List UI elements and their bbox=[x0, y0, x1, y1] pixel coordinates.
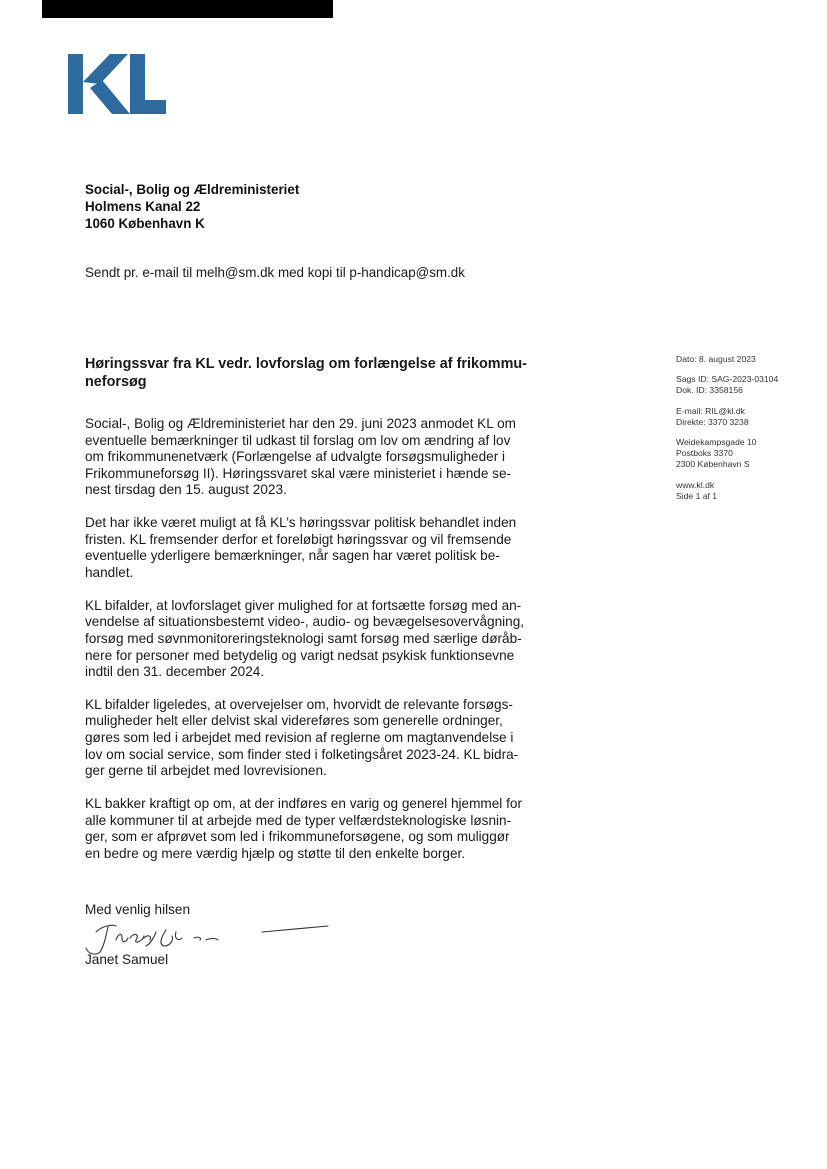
meta-case-id: Sags ID: SAG-2023-03104 bbox=[676, 374, 779, 385]
letter-body bbox=[85, 416, 565, 879]
meta-address-line: Weidekampsgade 10 bbox=[676, 437, 757, 448]
meta-direct-phone: Direkte: 3370 3238 bbox=[676, 416, 749, 427]
meta-email: E-mail: RIL@kl.dk bbox=[676, 405, 745, 416]
body-line: om frikommunenetværk (Forlængelse af udvalgte forsøgsmuligheder i bbox=[85, 449, 506, 465]
body-line: nere for personer med betydelig og varigt nedsat psykisk funktionsevne bbox=[85, 647, 515, 663]
subject-line: Høringssvar fra KL vedr. lovforslag om forlængelse af frikommu- bbox=[85, 356, 527, 372]
recipient-address bbox=[85, 181, 299, 232]
body-line: Frikommuneforsøg II). Høringssvaret skal være ministeriet i hænde se- bbox=[85, 465, 512, 481]
recipient-line: Holmens Kanal 22 bbox=[85, 199, 201, 214]
meta-doc-id: Dok. ID: 3358156 bbox=[676, 385, 743, 396]
signer-name: Janet Samuel bbox=[85, 952, 169, 967]
body-paragraph bbox=[85, 515, 565, 581]
body-line: Social-, Bolig og Ældreministeriet har den 29. juni 2023 anmodet KL om bbox=[85, 416, 516, 431]
body-line: KL bifalder ligeledes, at overvejelser om, hvorvidt de relevante forsøgs- bbox=[85, 696, 513, 712]
body-line: lov om social service, som finder sted i folketingsåret 2023-24. KL bidra- bbox=[85, 746, 519, 762]
meta-website: www.kl.dk bbox=[676, 479, 715, 490]
body-line: gøres som led i arbejdet med revision af reglerne om magtanvendelse i bbox=[85, 730, 514, 746]
recipient-line: Social-, Bolig og Ældreministeriet bbox=[85, 182, 300, 197]
closing-phrase: Med venlig hilsen bbox=[85, 902, 191, 917]
meta-page-number: Side 1 af 1 bbox=[676, 490, 718, 501]
meta-date: Dato: 8. august 2023 bbox=[676, 354, 756, 364]
body-paragraph bbox=[85, 697, 565, 780]
body-line: indtil den 31. december 2024. bbox=[85, 664, 265, 680]
body-line: ger gerne til arbejdet med lovrevisionen. bbox=[85, 763, 327, 779]
body-line: alle kommuner til at arbejde med de typer velfærdsteknologiske løsnin- bbox=[85, 812, 512, 828]
body-line: fristen. KL fremsender derfor et foreløbigt høringssvar og vil fremsende bbox=[85, 531, 512, 547]
body-line: handlet. bbox=[85, 564, 134, 580]
body-line: KL bifalder, at lovforslaget giver mulighed for at fortsætte forsøg med an- bbox=[85, 597, 522, 613]
body-line: KL bakker kraftigt op om, at der indføres en varig og generel hjemmel for bbox=[85, 796, 522, 812]
body-line: eventuelle bemærkninger til udkast til forslag om lov om ændring af lov bbox=[85, 432, 511, 448]
subject-line: neforsøg bbox=[85, 373, 147, 390]
body-line: Det har ikke været muligt at få KL’s høringssvar politisk behandlet inden bbox=[85, 515, 517, 531]
body-paragraph bbox=[85, 416, 565, 499]
document-metadata bbox=[676, 354, 778, 502]
body-paragraph bbox=[85, 796, 565, 862]
meta-address-line: 2300 København S bbox=[676, 459, 750, 470]
body-line: eventuelle yderligere bemærkninger, når sagen har været politisk be- bbox=[85, 548, 500, 564]
body-line: forsøg med søvnmonitoreringsteknologi samt forsøg med særlige døråb- bbox=[85, 630, 522, 646]
body-line: vendelse af situationsbestemt video-, audio- og bevægelsesovervågning, bbox=[85, 614, 525, 630]
body-line: nest tirsdag den 15. august 2023. bbox=[85, 482, 287, 498]
redaction-bar bbox=[42, 0, 333, 18]
subject-heading bbox=[85, 356, 565, 391]
meta-address-line: Postboks 3370 bbox=[676, 448, 733, 459]
kl-logo bbox=[68, 54, 168, 116]
recipient-line: 1060 København K bbox=[85, 216, 205, 231]
body-line: muligheder helt eller delvist skal videreføres som generelle ordninger, bbox=[85, 713, 503, 729]
body-line: en bedre og mere værdig hjælp og støtte til den enkelte borger. bbox=[85, 845, 466, 861]
sent-by-email-line: Sendt pr. e-mail til melh@sm.dk med kopi til p-handicap@sm.dk bbox=[85, 265, 465, 280]
body-line: ger, som er afprøvet som led i frikommuneforsøgene, og som muliggør bbox=[85, 829, 510, 845]
body-paragraph bbox=[85, 598, 565, 681]
